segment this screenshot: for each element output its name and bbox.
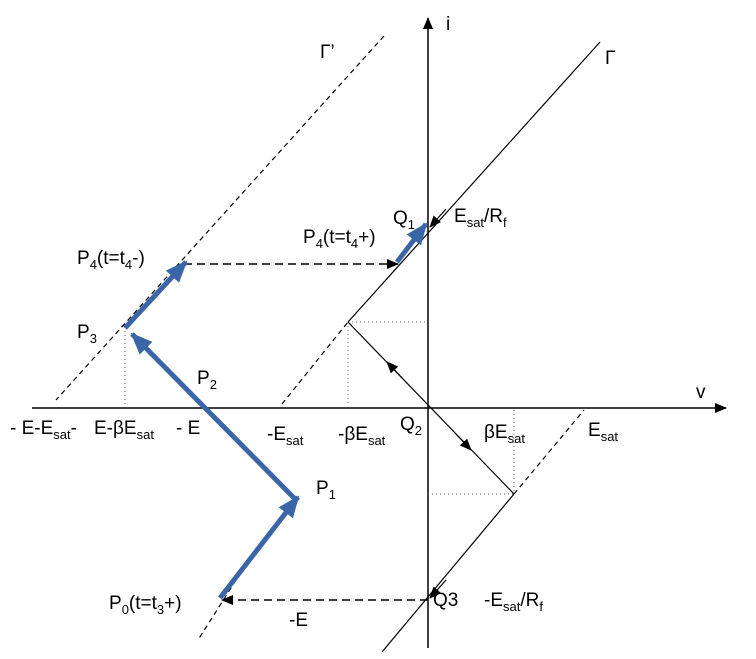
transition-arrow-up xyxy=(387,362,402,378)
tick-beta-esat: $\beta E_{sat}$ xyxy=(484,422,525,446)
pos-intercept-label: $E_{sat}/R_f$ xyxy=(454,206,507,230)
tick-neg-esat: $-E_{sat}$ xyxy=(267,424,304,448)
q1-label: $Q_1$ xyxy=(393,208,416,232)
gamma-prime-line-lower xyxy=(198,580,236,640)
p1-label: $P_1$ xyxy=(316,478,336,502)
gamma-line-dashed xyxy=(282,322,348,404)
arrow-to-q1 xyxy=(430,209,446,227)
transition-arrow-down xyxy=(455,433,471,450)
gamma-prime-label: Γ’ xyxy=(320,42,335,63)
p4-minus-label: $P_4(t=t_4-)$ xyxy=(77,248,145,272)
tick-neg-e: - E xyxy=(176,418,201,439)
lower-line-dashed xyxy=(514,410,584,494)
p0-label: $P_0(t=t_3+)$ xyxy=(109,593,182,617)
jump-arrow-label: -E xyxy=(289,610,308,631)
p4-plus-label: $P_4(t=t_4+)$ xyxy=(303,227,376,251)
p3-label: $P_3$ xyxy=(77,322,97,346)
gamma-line-solid xyxy=(348,42,600,322)
q3-label: Q3 xyxy=(433,590,459,611)
gamma-label: Γ xyxy=(605,48,616,69)
axis-label-i: i xyxy=(446,14,451,35)
q2-label: $Q_2$ xyxy=(400,414,423,438)
axis-label-v: v xyxy=(696,382,706,403)
tick-neg-beta-esat: $-\beta E_{sat}$ xyxy=(338,424,386,448)
traj-p3-p4 xyxy=(125,262,186,328)
tick-esat: $E_{sat}$ xyxy=(588,420,619,444)
neg-intercept-label: $-E_{sat}/R_f$ xyxy=(484,590,543,614)
gamma-prime-line xyxy=(56,36,384,400)
traj-p0-p1 xyxy=(220,497,298,598)
tick-neg-e-neg-esat: - $E-E_{sat}-$ xyxy=(10,418,77,442)
tick-e-beta-esat: $E-\beta E_{sat}$ xyxy=(94,418,154,442)
lower-line-solid xyxy=(382,494,514,652)
traj-p1-p3 xyxy=(132,334,296,500)
p2-label: $P_2$ xyxy=(197,368,217,392)
